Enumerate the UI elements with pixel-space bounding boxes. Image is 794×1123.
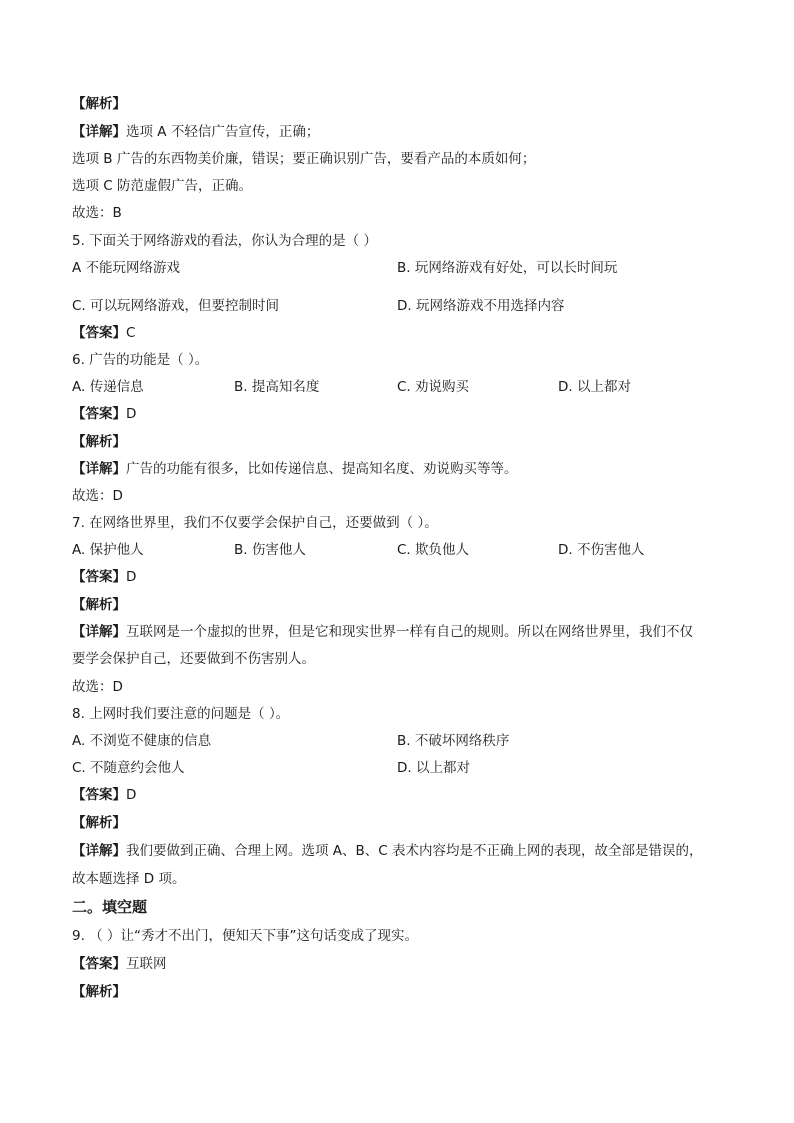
- q5-answer-value: C: [126, 325, 136, 341]
- q8-analysis-tag: 【解析】: [72, 815, 126, 831]
- q7-answer-tag: 【答案】: [72, 569, 126, 585]
- section-title-fill-in: 二。填空题: [72, 898, 148, 916]
- q8-option-c: C. 不随意约会他人: [72, 760, 185, 776]
- q7-detail-line-1: [72, 622, 693, 642]
- q8-answer-tag: 【答案】: [72, 787, 126, 803]
- q7-option-a: A. 保护他人: [72, 542, 144, 558]
- q8-option-b: B. 不破坏网络秩序: [397, 733, 510, 749]
- q5-option-c: C. 可以玩网络游戏，但要控制时间: [72, 298, 280, 314]
- q4-detail-tag: 【详解】: [72, 124, 126, 140]
- q5-option-d: D. 玩网络游戏不用选择内容: [397, 298, 565, 314]
- q8-detail-line-1: [72, 841, 703, 861]
- q8-detail-text-1: 我们要做到正确、合理上网。选项 A、B、C 表术内容均是不正确上网的表现，故全部是错误的，: [126, 843, 703, 859]
- q5-option-a: A 不能玩网络游戏: [72, 260, 181, 276]
- q6-answer-tag: 【答案】: [72, 406, 126, 422]
- q6-answer: [72, 404, 136, 424]
- q9-answer-tag: 【答案】: [72, 956, 126, 972]
- q7-option-b: B. 伤害他人: [234, 542, 306, 558]
- q7-option-d: D. 不伤害他人: [558, 542, 645, 558]
- q6-option-c: C. 劝说购买: [397, 379, 470, 395]
- q7-detail-text-1: 互联网是一个虚拟的世界，但是它和现实世界一样有自己的规则。所以在网络世界里，我们不仅: [126, 624, 693, 640]
- q6-option-b: B. 提高知名度: [234, 379, 320, 395]
- q9-answer-value: 互联网: [126, 956, 167, 972]
- q6-conclusion: 故选：D: [72, 488, 123, 504]
- q6-stem: 6. 广告的功能是（ ）。: [72, 352, 209, 368]
- q6-detail-line: [72, 459, 518, 479]
- q8-detail-tag: 【详解】: [72, 843, 126, 859]
- q4-detail-line-1: [72, 122, 319, 142]
- q4-detail-line-2: 选项 B 广告的东西物美价廉，错误；要正确识别广告，要看产品的本质如何；: [72, 151, 536, 167]
- q8-option-d: D. 以上都对: [397, 760, 470, 776]
- q6-detail-tag: 【详解】: [72, 461, 126, 477]
- q8-detail-line-2: 故本题选择 D 项。: [72, 871, 186, 887]
- q8-stem: 8. 上网时我们要注意的问题是（ ）。: [72, 706, 290, 722]
- q6-analysis-tag: 【解析】: [72, 434, 126, 450]
- q7-detail-tag: 【详解】: [72, 624, 126, 640]
- q9-stem: 9. （ ）让“秀才不出门，便知天下事”这句话变成了现实。: [72, 928, 418, 944]
- q8-option-a: A. 不浏览不健康的信息: [72, 733, 212, 749]
- q7-answer-value: D: [126, 569, 137, 585]
- q6-detail-text: 广告的功能有很多，比如传递信息、提高知名度、劝说购买等等。: [126, 461, 518, 477]
- q5-answer-tag: 【答案】: [72, 325, 126, 341]
- q6-option-d: D. 以上都对: [558, 379, 631, 395]
- q4-detail-text-1: 选项 A 不轻信广告宣传，正确；: [126, 124, 320, 140]
- q7-detail-line-2: 要学会保护自己，还要做到不伤害别人。: [72, 651, 315, 667]
- q9-analysis-tag: 【解析】: [72, 984, 126, 1000]
- q7-answer: [72, 567, 136, 587]
- q6-option-a: A. 传递信息: [72, 379, 144, 395]
- q5-stem: 5. 下面关于网络游戏的看法，你认为合理的是（ ）: [72, 233, 377, 249]
- q4-analysis-tag: 【解析】: [72, 96, 126, 112]
- q7-analysis-tag: 【解析】: [72, 597, 126, 613]
- q9-answer: [72, 954, 167, 974]
- q8-answer: [72, 785, 136, 805]
- q5-answer: [72, 323, 135, 343]
- q7-conclusion: 故选：D: [72, 679, 123, 695]
- q4-detail-line-3: 选项 C 防范虚假广告，正确。: [72, 178, 253, 194]
- q6-answer-value: D: [126, 406, 137, 422]
- q7-stem: 7. 在网络世界里，我们不仅要学会保护自己，还要做到（ ）。: [72, 515, 438, 531]
- q8-answer-value: D: [126, 787, 137, 803]
- q4-conclusion: 故选：B: [72, 205, 122, 221]
- q7-option-c: C. 欺负他人: [397, 542, 470, 558]
- q5-option-b: B. 玩网络游戏有好处，可以长时间玩: [397, 260, 618, 276]
